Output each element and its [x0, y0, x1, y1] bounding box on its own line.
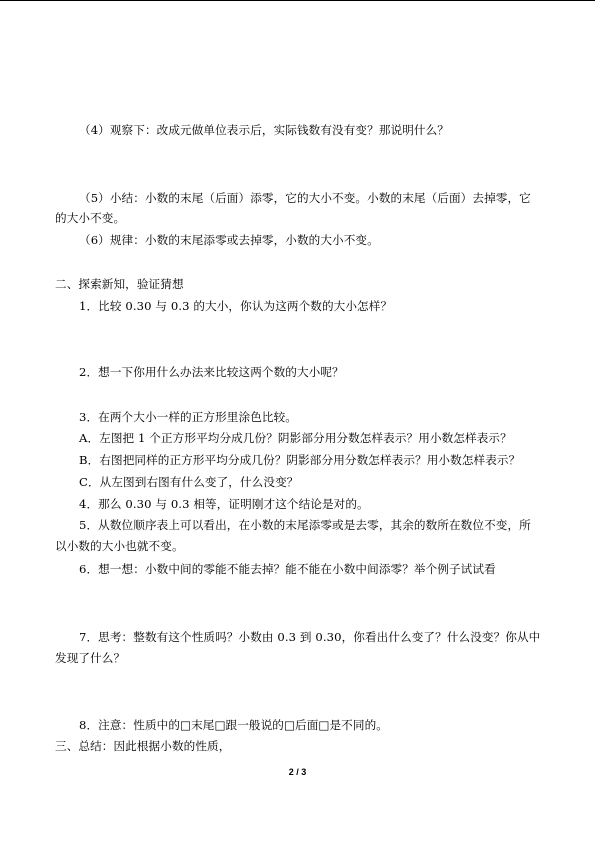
text-line: 2．想一下你用什么办法来比较这两个数的大小呢？: [79, 365, 344, 379]
text-line: 发现了什么？: [55, 651, 126, 665]
text-line: 4．那么 0.30 与 0.3 相等，证明刚才这个结论是对的。: [79, 497, 369, 511]
text-line: C．从左图到右图有什么变了，什么没变？: [79, 475, 299, 489]
text-line: （5）小结：小数的末尾（后面）添零，它的大小不变。小数的末尾（后面）去掉零，它: [79, 191, 531, 205]
section-heading: 二、探索新知，验证猜想: [55, 277, 184, 291]
text-line: （6）规律：小数的末尾添零或去掉零，小数的大小不变。: [79, 233, 379, 247]
text-line: （4）观察下：改成元做单位表示后，实际钱数有没有变？那说明什么？: [79, 123, 449, 137]
text-line: 5．从数位顺序表上可以看出，在小数的末尾添零或是去零，其余的数所在数位不变，所: [79, 518, 531, 532]
text-line: 7．思考：整数有这个性质吗？小数由 0.3 到 0.30，你看出什么变了？什么没变？你从中: [79, 630, 541, 644]
text-line: A．左图把 1 个正方形平均分成几份？阴影部分用分数怎样表示？用小数怎样表示？: [79, 431, 512, 445]
page-number: 2 / 3: [288, 767, 307, 777]
text-line: 6．想一想：小数中间的零能不能去掉？能不能在小数中间添零？举个例子试试看: [79, 562, 496, 576]
text-line: 以小数的大小也就不变。: [55, 539, 184, 553]
text-line: 8．注意：性质中的□末尾□跟一般说的□后面□是不同的。: [79, 718, 388, 732]
section-heading: 三、总结：因此根据小数的性质，: [55, 739, 231, 753]
text-line: 的大小不变。: [55, 211, 126, 225]
text-line: B．右图把同样的正方形平均分成几份？阴影部分用分数怎样表示？用小数怎样表示？: [79, 453, 521, 467]
text-line: 1．比较 0.30 与 0.3 的大小，你认为这两个数的大小怎样？: [79, 299, 393, 313]
text-line: 3．在两个大小一样的正方形里涂色比较。: [79, 410, 297, 424]
page-top-rule: [0, 0, 595, 1]
